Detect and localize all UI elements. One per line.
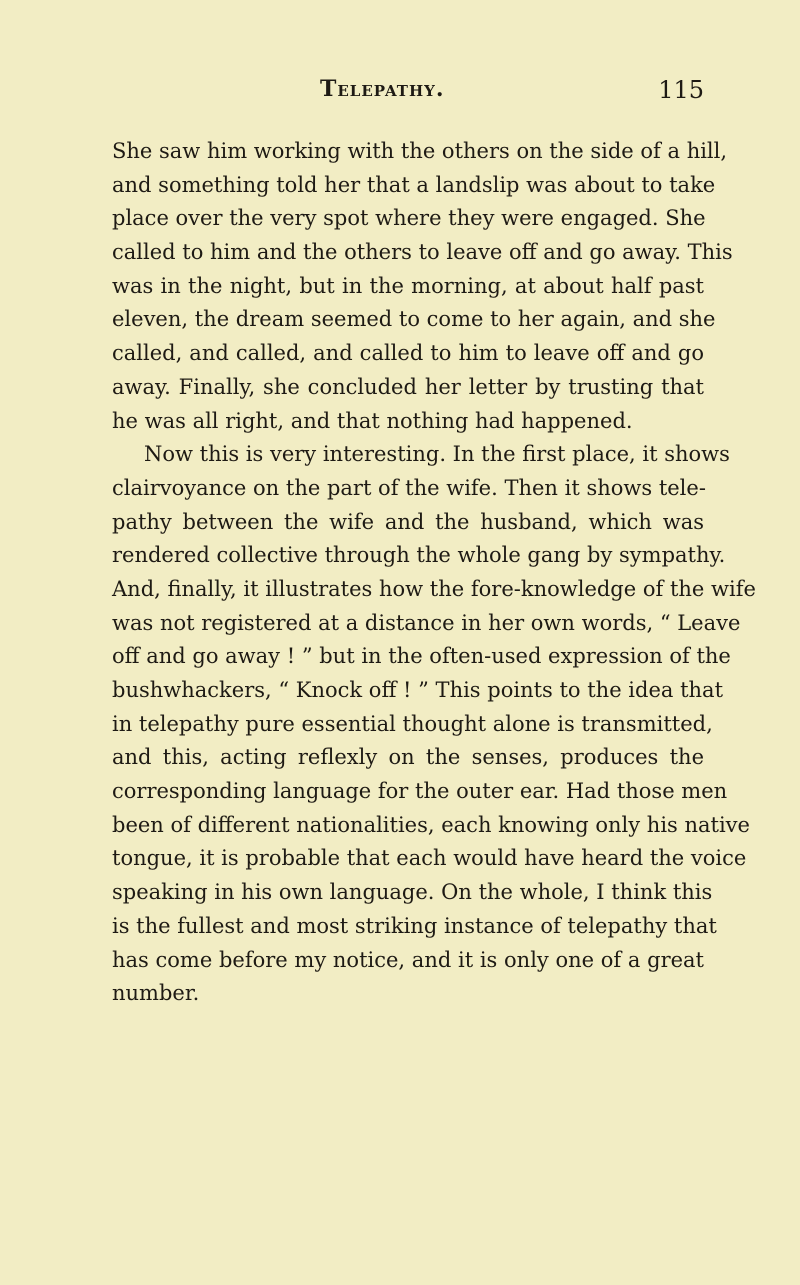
text-line: eleven, the dream seemed to come to her again, and she bbox=[112, 307, 716, 332]
text-line: And, finally, it illustrates how the fore-knowledge of the wife bbox=[112, 576, 756, 601]
text-line: corresponding language for the outer ear. Had those men bbox=[112, 779, 728, 804]
text-line: was in the night, but in the morning, at about half past bbox=[112, 273, 704, 298]
text-line: place over the very spot where they were engaged. She bbox=[112, 206, 706, 231]
text-line: speaking in his own language. On the whole, I think this bbox=[112, 880, 713, 905]
text-line: is the fullest and most striking instance of telepathy that bbox=[112, 913, 717, 938]
text-line: in telepathy pure essential thought alone is transmitted, bbox=[112, 711, 713, 736]
text-line: tongue, it is probable that each would have heard the voice bbox=[112, 846, 747, 871]
body-text bbox=[112, 135, 756, 1011]
text-line: away. Finally, she concluded her letter by trusting that bbox=[112, 374, 704, 399]
text-line: been of different nationalities, each knowing only his native bbox=[112, 812, 750, 837]
text-line: off and go away ! ” but in the often-used expression of the bbox=[112, 644, 731, 669]
text-line: Now this is very interesting. In the first place, it shows bbox=[144, 442, 730, 467]
text-line: clairvoyance on the part of the wife. Then it shows tele- bbox=[112, 475, 706, 500]
running-title: Telepathy. bbox=[320, 76, 445, 102]
text-line: called, and called, and called to him to leave off and go bbox=[112, 341, 704, 366]
running-head bbox=[112, 76, 704, 116]
text-line: was not registered at a distance in her own words, “ Leave bbox=[112, 610, 741, 635]
text-line: and this, acting reflexly on the senses, produces the bbox=[112, 745, 704, 770]
text-line: he was all right, and that nothing had happened. bbox=[112, 408, 633, 433]
text-line: rendered collective through the whole gang by sympathy. bbox=[112, 543, 726, 568]
text-line: bushwhackers, “ Knock off ! ” This points to the idea that bbox=[112, 678, 724, 702]
text-line: and something told her that a landslip was about to take bbox=[112, 172, 716, 197]
text-line: number. bbox=[112, 981, 200, 1006]
text-line: called to him and the others to leave off and go away. This bbox=[112, 240, 733, 265]
page-number: 115 bbox=[658, 76, 704, 104]
text-line: pathy between the wife and the husband, which was bbox=[112, 509, 704, 534]
text-line: She saw him working with the others on the side of a hill, bbox=[112, 139, 728, 163]
text-line: has come before my notice, and it is only one of a great bbox=[112, 947, 704, 972]
